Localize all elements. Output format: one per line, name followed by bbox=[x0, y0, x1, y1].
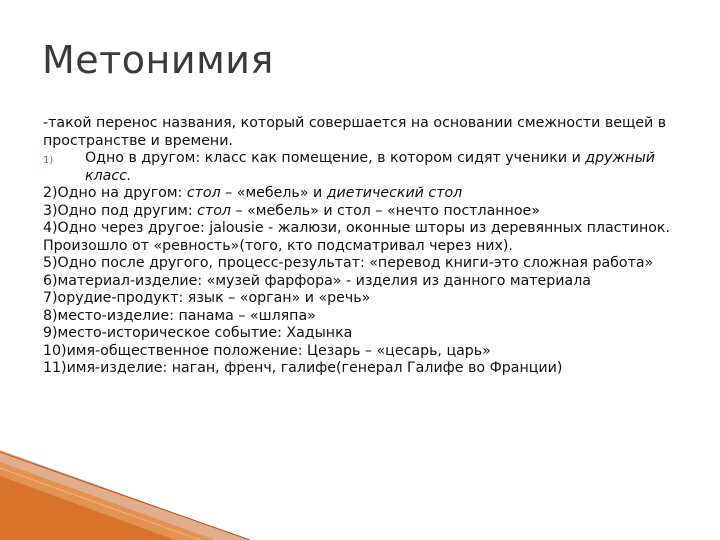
list-item-6: 6)материал-изделие: «музей фарфора» - изделия из данного материала bbox=[43, 272, 591, 289]
list-marker-1: 1) bbox=[43, 155, 54, 166]
slide-body bbox=[43, 115, 683, 378]
list-item-2-d: диетический стол bbox=[326, 185, 463, 201]
list-item-3 bbox=[43, 203, 683, 221]
list-item-2 bbox=[43, 185, 683, 203]
list-item-9: 9)место-историческое событие: Хадынка bbox=[43, 325, 353, 341]
list-item-2-a: 2)Одно на другом: bbox=[43, 185, 187, 201]
list-item-5: 5)Одно после другого, процесс-результат: «перевод книги-это сложная работа» bbox=[43, 255, 654, 271]
slide-title: Метонимия bbox=[42, 38, 274, 82]
list-item-8: 8)место-изделие: панама – «шляпа» bbox=[43, 307, 316, 324]
list-item-1-text: Одно в другом: класс как помещение, в котором сидят ученики и bbox=[85, 150, 586, 166]
list-item-10: 10)имя-общественное положение: Цезарь – «цесарь, царь» bbox=[43, 342, 491, 359]
list-item-2-b: стол bbox=[186, 185, 221, 201]
list-item-2-c: – «мебель» и bbox=[220, 185, 327, 201]
list-item-1 bbox=[43, 150, 683, 185]
list-item-1-italic: дружный класс. bbox=[85, 150, 655, 184]
list-item-4: 4)Одно через другое: jalousie - жалюзи, оконные шторы из деревянных пластинок. Произошло от «ревность»(того, кто подсматривал через них). bbox=[43, 220, 671, 254]
list-item-3-c: – «мебель» и стол – «нечто постланное» bbox=[231, 202, 540, 219]
list-item-11: 11)имя-изделие: наган, френч, галифе(генерал Галифе во Франции) bbox=[43, 360, 563, 376]
definition-text: -такой перенос названия, который совершается на основании смежности вещей в пространстве и времени. bbox=[43, 115, 667, 149]
list-item-3-a: 3)Одно под другим: bbox=[43, 202, 198, 219]
list-item-3-b: стол bbox=[197, 202, 231, 219]
list-item-7: 7)орудие-продукт: язык – «орган» и «речь» bbox=[43, 290, 371, 306]
